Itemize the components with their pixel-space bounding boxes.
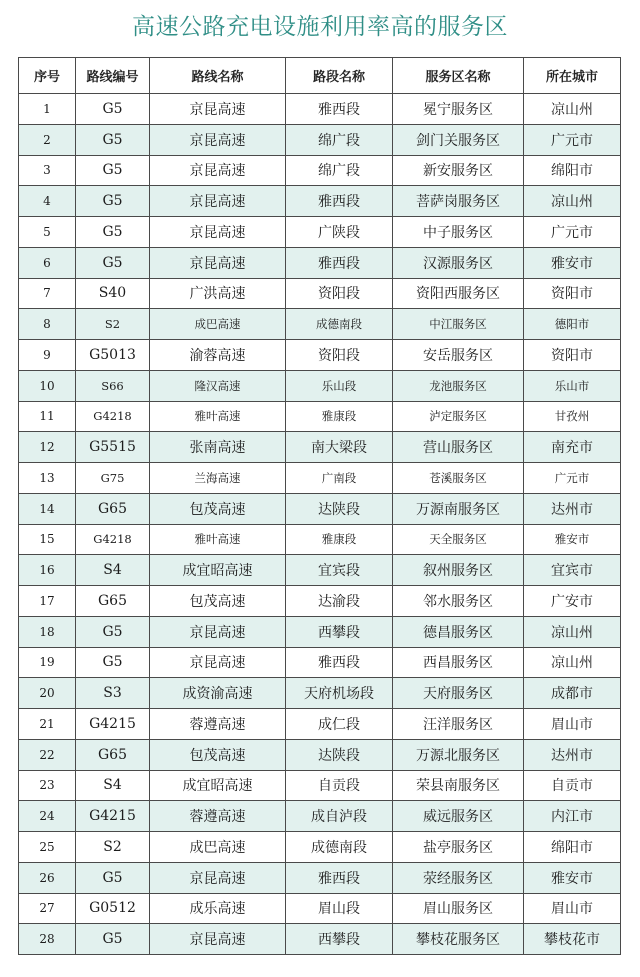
route-code-cell: G5 [76, 616, 150, 647]
city-cell: 凉山州 [524, 186, 621, 217]
index-cell: 8 [19, 309, 76, 340]
service-area-cell: 威远服务区 [393, 801, 524, 832]
service-area-cell: 天全服务区 [393, 524, 524, 555]
route-name-cell: 蓉遵高速 [150, 709, 286, 740]
route-code-cell: G75 [76, 463, 150, 494]
route-name-cell: 兰海高速 [150, 463, 286, 494]
index-cell: 17 [19, 586, 76, 617]
service-area-cell: 德昌服务区 [393, 616, 524, 647]
city-cell: 内江市 [524, 801, 621, 832]
index-cell: 22 [19, 739, 76, 770]
service-area-cell: 荣县南服务区 [393, 770, 524, 801]
section-name-cell: 成自泸段 [286, 801, 393, 832]
service-area-cell: 安岳服务区 [393, 340, 524, 371]
route-code-cell: G5 [76, 186, 150, 217]
index-cell: 18 [19, 616, 76, 647]
route-code-cell: S4 [76, 770, 150, 801]
section-name-cell: 宜宾段 [286, 555, 393, 586]
index-cell: 7 [19, 278, 76, 309]
table-row [19, 862, 621, 893]
route-name-cell: 雅叶高速 [150, 524, 286, 555]
route-name-cell: 成资渝高速 [150, 678, 286, 709]
section-name-cell: 眉山段 [286, 893, 393, 924]
section-name-cell: 成仁段 [286, 709, 393, 740]
city-cell: 眉山市 [524, 893, 621, 924]
route-name-cell: 京昆高速 [150, 155, 286, 186]
index-cell: 1 [19, 94, 76, 125]
section-name-cell: 达陕段 [286, 739, 393, 770]
city-cell: 雅安市 [524, 247, 621, 278]
service-area-cell: 邻水服务区 [393, 586, 524, 617]
header-section-name: 路段名称 [286, 58, 393, 94]
service-area-cell: 营山服务区 [393, 432, 524, 463]
index-cell: 3 [19, 155, 76, 186]
section-name-cell: 达渝段 [286, 586, 393, 617]
table-row [19, 155, 621, 186]
table-row [19, 893, 621, 924]
page-title: 高速公路充电设施利用率高的服务区 [132, 14, 508, 40]
header-service-area: 服务区名称 [393, 58, 524, 94]
table-row [19, 401, 621, 432]
table-row [19, 770, 621, 801]
city-cell: 眉山市 [524, 709, 621, 740]
section-name-cell: 南大梁段 [286, 432, 393, 463]
header-city: 所在城市 [524, 58, 621, 94]
route-name-cell: 包茂高速 [150, 739, 286, 770]
section-name-cell: 成德南段 [286, 832, 393, 863]
route-code-cell: G5 [76, 647, 150, 678]
city-cell: 雅安市 [524, 524, 621, 555]
route-name-cell: 京昆高速 [150, 124, 286, 155]
route-name-cell: 成宜昭高速 [150, 555, 286, 586]
section-name-cell: 西攀段 [286, 924, 393, 955]
route-code-cell: S66 [76, 370, 150, 401]
service-area-cell: 剑门关服务区 [393, 124, 524, 155]
city-cell: 宜宾市 [524, 555, 621, 586]
index-cell: 9 [19, 340, 76, 371]
section-name-cell: 雅西段 [286, 862, 393, 893]
table-row [19, 709, 621, 740]
route-code-cell: S40 [76, 278, 150, 309]
service-area-cell: 眉山服务区 [393, 893, 524, 924]
route-code-cell: S3 [76, 678, 150, 709]
route-name-cell: 渝蓉高速 [150, 340, 286, 371]
section-name-cell: 资阳段 [286, 278, 393, 309]
index-cell: 11 [19, 401, 76, 432]
route-code-cell: G5 [76, 94, 150, 125]
index-cell: 13 [19, 463, 76, 494]
section-name-cell: 绵广段 [286, 155, 393, 186]
index-cell: 4 [19, 186, 76, 217]
table-row [19, 924, 621, 955]
route-name-cell: 蓉遵高速 [150, 801, 286, 832]
route-name-cell: 京昆高速 [150, 247, 286, 278]
table-row [19, 463, 621, 494]
section-name-cell: 雅康段 [286, 401, 393, 432]
index-cell: 20 [19, 678, 76, 709]
route-name-cell: 包茂高速 [150, 586, 286, 617]
route-code-cell: G65 [76, 493, 150, 524]
route-name-cell: 京昆高速 [150, 924, 286, 955]
index-cell: 15 [19, 524, 76, 555]
index-cell: 16 [19, 555, 76, 586]
route-name-cell: 成乐高速 [150, 893, 286, 924]
route-code-cell: G5 [76, 124, 150, 155]
route-name-cell: 雅叶高速 [150, 401, 286, 432]
route-code-cell: S2 [76, 309, 150, 340]
section-name-cell: 广南段 [286, 463, 393, 494]
route-name-cell: 成宜昭高速 [150, 770, 286, 801]
city-cell: 凉山州 [524, 94, 621, 125]
index-cell: 21 [19, 709, 76, 740]
index-cell: 10 [19, 370, 76, 401]
table-row [19, 555, 621, 586]
service-area-cell: 盐亭服务区 [393, 832, 524, 863]
index-cell: 27 [19, 893, 76, 924]
city-cell: 广元市 [524, 463, 621, 494]
service-area-cell: 泸定服务区 [393, 401, 524, 432]
city-cell: 成都市 [524, 678, 621, 709]
index-cell: 19 [19, 647, 76, 678]
service-area-cell: 冕宁服务区 [393, 94, 524, 125]
index-cell: 2 [19, 124, 76, 155]
section-name-cell: 雅西段 [286, 94, 393, 125]
service-area-cell: 荥经服务区 [393, 862, 524, 893]
header-index: 序号 [19, 58, 76, 94]
index-cell: 23 [19, 770, 76, 801]
service-area-cell: 菩萨岗服务区 [393, 186, 524, 217]
route-code-cell: G5 [76, 924, 150, 955]
table-row [19, 493, 621, 524]
service-area-cell: 中子服务区 [393, 217, 524, 248]
route-name-cell: 包茂高速 [150, 493, 286, 524]
table-row [19, 94, 621, 125]
route-name-cell: 京昆高速 [150, 647, 286, 678]
route-code-cell: G5 [76, 247, 150, 278]
route-name-cell: 京昆高速 [150, 862, 286, 893]
route-name-cell: 京昆高速 [150, 616, 286, 647]
route-name-cell: 成巴高速 [150, 309, 286, 340]
route-code-cell: G4215 [76, 801, 150, 832]
route-name-cell: 成巴高速 [150, 832, 286, 863]
table-row [19, 801, 621, 832]
table-row [19, 524, 621, 555]
service-area-cell: 中江服务区 [393, 309, 524, 340]
table-row [19, 586, 621, 617]
route-code-cell: G4218 [76, 401, 150, 432]
city-cell: 资阳市 [524, 340, 621, 371]
section-name-cell: 自贡段 [286, 770, 393, 801]
table-row [19, 124, 621, 155]
section-name-cell: 绵广段 [286, 124, 393, 155]
table-row [19, 309, 621, 340]
route-name-cell: 隆汉高速 [150, 370, 286, 401]
city-cell: 广元市 [524, 217, 621, 248]
route-name-cell: 京昆高速 [150, 94, 286, 125]
table-row [19, 832, 621, 863]
route-code-cell: S4 [76, 555, 150, 586]
city-cell: 广元市 [524, 124, 621, 155]
route-name-cell: 京昆高速 [150, 186, 286, 217]
service-area-cell: 新安服务区 [393, 155, 524, 186]
table-row [19, 616, 621, 647]
route-code-cell: G65 [76, 739, 150, 770]
route-name-cell: 张南高速 [150, 432, 286, 463]
route-code-cell: G0512 [76, 893, 150, 924]
city-cell: 凉山州 [524, 616, 621, 647]
section-name-cell: 乐山段 [286, 370, 393, 401]
table-row [19, 739, 621, 770]
service-area-cell: 苍溪服务区 [393, 463, 524, 494]
table-row [19, 370, 621, 401]
section-name-cell: 资阳段 [286, 340, 393, 371]
route-code-cell: G4218 [76, 524, 150, 555]
section-name-cell: 雅西段 [286, 247, 393, 278]
index-cell: 26 [19, 862, 76, 893]
city-cell: 广安市 [524, 586, 621, 617]
route-name-cell: 广洪高速 [150, 278, 286, 309]
table-row [19, 247, 621, 278]
index-cell: 25 [19, 832, 76, 863]
table-row [19, 217, 621, 248]
section-name-cell: 雅西段 [286, 186, 393, 217]
table-row [19, 186, 621, 217]
table-header-row [19, 58, 621, 94]
service-area-table [18, 57, 621, 955]
table-row [19, 678, 621, 709]
section-name-cell: 天府机场段 [286, 678, 393, 709]
route-code-cell: G5 [76, 217, 150, 248]
route-code-cell: G5 [76, 862, 150, 893]
city-cell: 资阳市 [524, 278, 621, 309]
route-code-cell: G4215 [76, 709, 150, 740]
header-route-code: 路线编号 [76, 58, 150, 94]
section-name-cell: 西攀段 [286, 616, 393, 647]
route-code-cell: G5515 [76, 432, 150, 463]
city-cell: 自贡市 [524, 770, 621, 801]
section-name-cell: 广陕段 [286, 217, 393, 248]
city-cell: 达州市 [524, 739, 621, 770]
service-area-cell: 汪洋服务区 [393, 709, 524, 740]
section-name-cell: 达陕段 [286, 493, 393, 524]
index-cell: 6 [19, 247, 76, 278]
index-cell: 12 [19, 432, 76, 463]
service-area-cell: 叙州服务区 [393, 555, 524, 586]
route-code-cell: S2 [76, 832, 150, 863]
service-area-cell: 万源北服务区 [393, 739, 524, 770]
city-cell: 攀枝花市 [524, 924, 621, 955]
table-row [19, 340, 621, 371]
table-row [19, 278, 621, 309]
city-cell: 乐山市 [524, 370, 621, 401]
section-name-cell: 雅康段 [286, 524, 393, 555]
city-cell: 南充市 [524, 432, 621, 463]
service-area-cell: 攀枝花服务区 [393, 924, 524, 955]
section-name-cell: 雅西段 [286, 647, 393, 678]
service-area-cell: 西昌服务区 [393, 647, 524, 678]
service-area-cell: 龙池服务区 [393, 370, 524, 401]
route-code-cell: G5 [76, 155, 150, 186]
section-name-cell: 成德南段 [286, 309, 393, 340]
table-row [19, 432, 621, 463]
city-cell: 达州市 [524, 493, 621, 524]
city-cell: 甘孜州 [524, 401, 621, 432]
table-row [19, 647, 621, 678]
service-area-cell: 资阳西服务区 [393, 278, 524, 309]
index-cell: 24 [19, 801, 76, 832]
index-cell: 14 [19, 493, 76, 524]
service-area-cell: 天府服务区 [393, 678, 524, 709]
city-cell: 绵阳市 [524, 832, 621, 863]
service-area-cell: 汉源服务区 [393, 247, 524, 278]
city-cell: 凉山州 [524, 647, 621, 678]
route-code-cell: G65 [76, 586, 150, 617]
city-cell: 德阳市 [524, 309, 621, 340]
index-cell: 5 [19, 217, 76, 248]
city-cell: 雅安市 [524, 862, 621, 893]
index-cell: 28 [19, 924, 76, 955]
service-area-cell: 万源南服务区 [393, 493, 524, 524]
route-code-cell: G5013 [76, 340, 150, 371]
route-name-cell: 京昆高速 [150, 217, 286, 248]
header-route-name: 路线名称 [150, 58, 286, 94]
city-cell: 绵阳市 [524, 155, 621, 186]
